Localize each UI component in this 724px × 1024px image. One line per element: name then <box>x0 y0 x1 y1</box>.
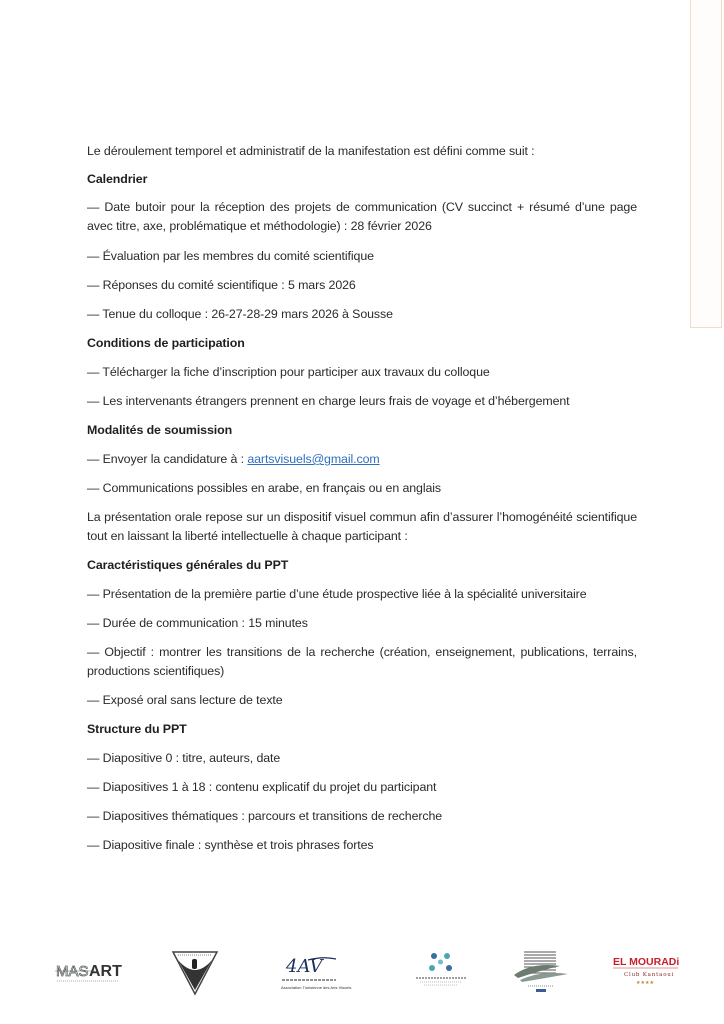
side-frame <box>690 0 722 328</box>
ppt-general-item: — Exposé oral sans lecture de texte <box>87 693 283 707</box>
ppt-structure-heading: Structure du PPT <box>87 722 187 736</box>
submission-heading: Modalités de soumission <box>87 423 233 437</box>
calendar-item: — Réponses du comité scientifique : 5 mars 2026 <box>87 278 356 292</box>
masart-text-bold: ART <box>89 963 122 980</box>
atv-logo-icon <box>278 952 352 994</box>
ppt-structure-item: — Diapositives thématiques : parcours et transitions de recherche <box>87 809 443 823</box>
ppt-structure-item: — Diapositive 0 : titre, auteurs, date <box>87 751 281 765</box>
ppt-general-item: — Objectif : montrer les transitions de la recherche (création, enseignement, publications, terrains, productions scientifiques) <box>87 645 637 678</box>
email-link[interactable]: aartsvisuels@gmail.com <box>247 452 380 466</box>
calendar-item: — Date butoir pour la réception des projets de communication (CV succinct + résumé d’une page avec titre, axe, problématique et méthodologie) : 28 février 2026 <box>87 200 637 233</box>
conditions-item: — Les intervenants étrangers prennent en charge leurs frais de voyage et d’hébergement <box>87 394 570 408</box>
calendar-heading: Calendrier <box>87 172 148 186</box>
calendar-item: — Tenue du colloque : 26-27-28-29 mars 2026 à Sousse <box>87 307 393 321</box>
masart-text: MAS <box>56 963 89 980</box>
el-mouradi-stars: ★★★★ <box>636 980 654 986</box>
el-mouradi-name: EL MOURADi <box>613 956 680 968</box>
conditions-item: — Télécharger la fiche d’inscription pour participer aux travaux du colloque <box>87 365 490 379</box>
masart-logo-icon <box>55 958 127 986</box>
submission-send-line <box>87 450 637 469</box>
triangle-shield-logo-icon <box>172 950 218 995</box>
ppt-structure-item: — Diapositive finale : synthèse et trois phrases fortes <box>87 838 374 852</box>
el-mouradi-sub: Club Kantaoui <box>624 972 675 978</box>
el-mouradi-logo-icon <box>612 954 680 990</box>
calendar-item: — Évaluation par les membres du comité scientifique <box>87 249 374 263</box>
ppt-general-heading: Caractéristiques générales du PPT <box>87 558 289 572</box>
ppt-general-item: — Présentation de la première partie d’une étude prospective liée à la spécialité universitaire <box>87 587 587 601</box>
intro-paragraph: Le déroulement temporel et administratif de la manifestation est défini comme suit : <box>87 144 535 158</box>
ppt-structure-item: — Diapositives 1 à 18 : contenu explicatif du projet du participant <box>87 780 437 794</box>
send-prefix: — Envoyer la candidature à : <box>87 452 248 466</box>
submission-languages: — Communications possibles en arabe, en français ou en anglais <box>87 481 442 495</box>
conditions-heading: Conditions de participation <box>87 336 245 350</box>
society-swirl-logo-icon <box>410 948 472 992</box>
presentation-note: La présentation orale repose sur un dispositif visuel commun afin d’assurer l’homogénéité scientifique tout en laissant la liberté intellectuelle à chaque participant : <box>87 510 637 543</box>
institute-logo-icon <box>512 948 572 994</box>
atv-caption: Association Tunisienne des Arts Visuels <box>281 985 352 990</box>
ppt-general-item: — Durée de communication : 15 minutes <box>87 616 308 630</box>
atv-text: 4AV <box>286 956 323 977</box>
partner-logos <box>0 940 724 1010</box>
